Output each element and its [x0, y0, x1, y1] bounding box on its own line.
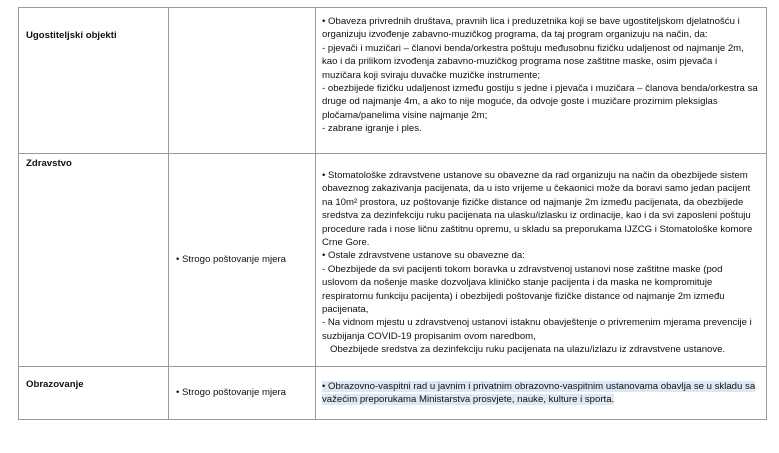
table-row — [19, 366, 767, 419]
content-paragraph: - zabrane igranje i ples. — [322, 123, 422, 135]
measure-cell — [169, 8, 316, 154]
category-label: Zdravstvo — [26, 158, 72, 169]
measure-cell — [169, 366, 316, 419]
category-cell — [19, 8, 169, 154]
measure-cell — [169, 154, 316, 367]
content-cell — [316, 366, 767, 419]
measure-label: • Strogo poštovanje mjera — [176, 254, 287, 266]
table-row — [19, 8, 767, 154]
category-label: Ugostiteljski objekti — [26, 30, 117, 41]
table-row — [19, 154, 767, 367]
category-cell — [19, 154, 169, 367]
content-paragraph: Obezbijede sredstva za dezinfekciju ruku pacijenata na ulazu/izlazu iz zdravstvene ustanove. — [322, 344, 726, 356]
content-paragraph: - obezbijede fizičku udaljenost između gostiju s jedne i pjevača i muzičara – članova benda/orkestra sa druge od najmanje 4m, a ako to nije moguće, da odvoje goste i muzičare prozirnim pleksiglas pločama/panelima visine najmanje 2m; — [322, 83, 758, 121]
category-cell — [19, 366, 169, 419]
content-paragraph: • Ostale zdravstvene ustanove su obavezne da: — [322, 250, 525, 262]
content-cell — [316, 8, 767, 154]
content-paragraph: • Stomatološke zdravstvene ustanove su obavezne da rad organizuju na način da obezbijede sistem obaveznog zakazivanja pacijenata, da u isto vrijeme u čekaonici može da boravi samo jedan pacijent na 10m² prostora, uz poštovanje fizičke distance od najmanje 2m između pacijenata, da obezbijede sredstva za dezinfekciju ruku pacijenata na ulasku/izlasku iz ordinacije, kao i da svi zaposleni poštuju procedure rada i nose ličnu zaštitnu opremu, u skladu sa preporukama IJZCG i Stomatološke komore Crne Gore. — [322, 170, 753, 249]
measures-table — [18, 7, 767, 420]
highlighted-paragraph: • Obrazovno-vaspitni rad u javnim i privatnim obrazovno-vaspitnim ustanovama obavlja se u skladu sa važećim preporukama Ministarstva prosvjete, nauke, kulture i sporta. — [322, 380, 756, 406]
content-paragraph: - Na vidnom mjestu u zdravstvenoj ustanovi istaknu obavještenje o privremenim mjerama prevencije i suzbijanja COVID-19 propisanim ovom naredbom, — [322, 317, 752, 342]
content-paragraph: - Obezbijede da svi pacijenti tokom boravka u zdravstvenoj ustanovi nose zaštitne maske (pod uslovom da nošenje maske dozvoljava kliničko stanje pacijenta i da maska ne kompromituje respiratornu funkciju pacijenta) i obezbijedi poštovanje fizičke distance od najmanje 2m između pacijenata, — [322, 263, 725, 316]
category-label: Obrazovanje — [26, 378, 84, 390]
content-paragraph: - pjevači i muzičari – članovi benda/orkestra poštuju međusobnu fizičku udaljenost od najmanje 2m, kao i da prilikom izvođenja zabavno-muzičkog programa nose zaštitne maske, osim pjevača i muzičara koji sviraju duvačke muzičke instrumente; — [322, 42, 744, 81]
measure-label: • Strogo poštovanje mjera — [176, 386, 287, 398]
content-paragraph: • Obaveza privrednih društava, pravnih lica i preduzetnika koji se bave ugostiteljskom djelatnošću i organizuju izvođenje zabavno-muzičkog programa, da taj program organizuju na način, da: — [322, 16, 740, 41]
content-cell — [316, 154, 767, 367]
